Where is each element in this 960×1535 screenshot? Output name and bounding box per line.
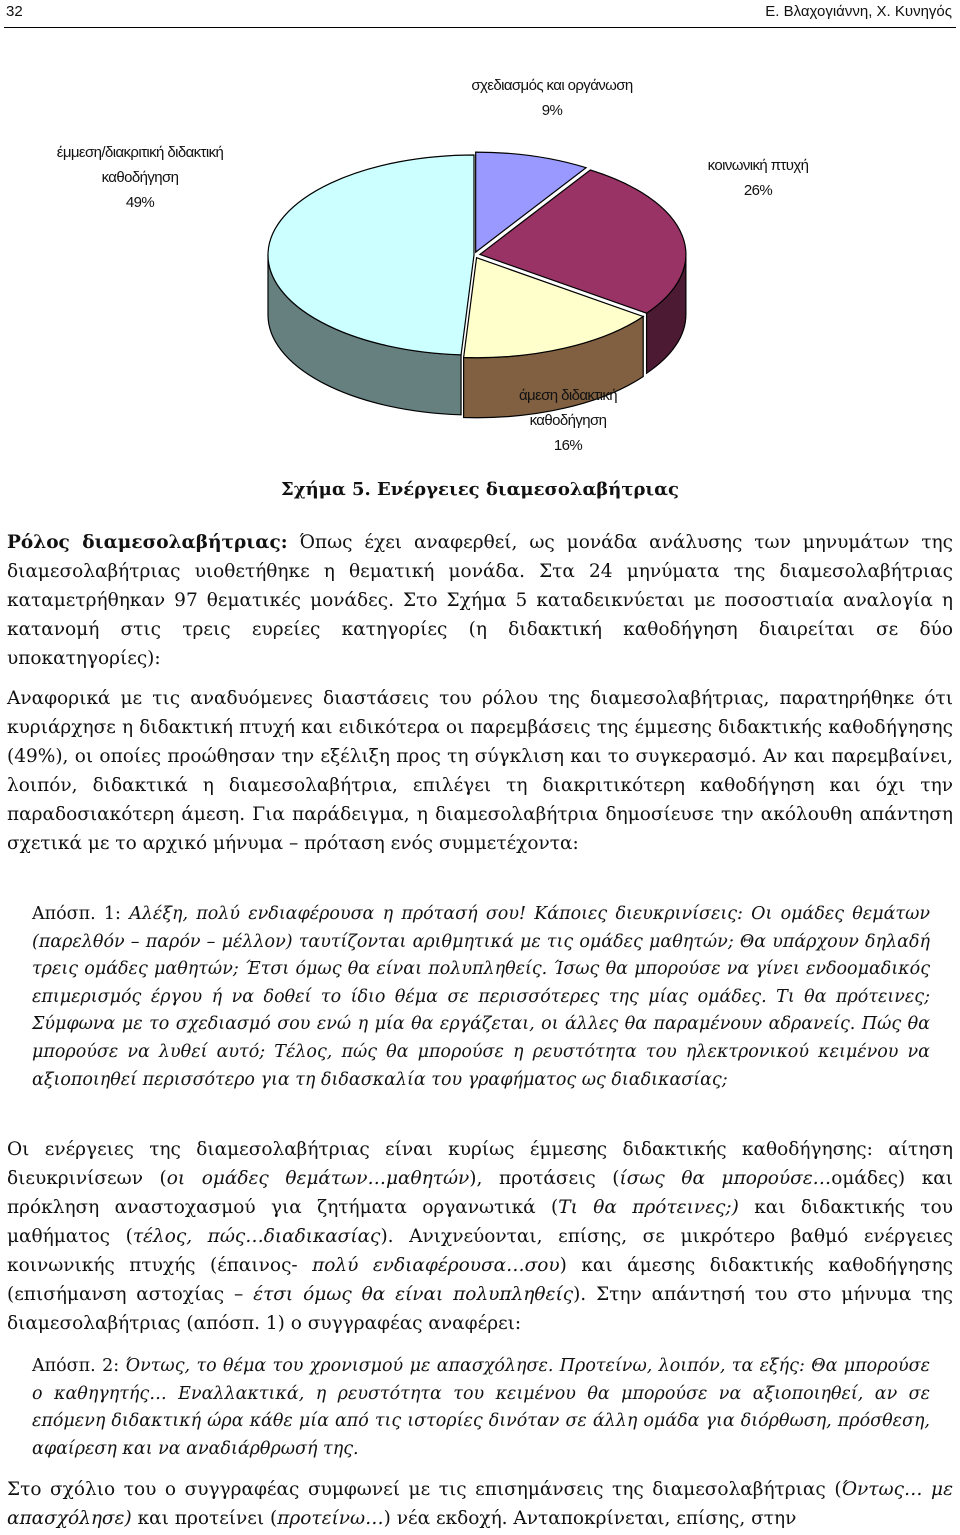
text-run: ). Ανιχνεύονται, επίσης, σε μικρότερο βαθμό ενέργειες κοινωνικής πτυχής (έπαινος- xyxy=(7,1226,954,1276)
italic-run: προτείνω… xyxy=(277,1508,384,1529)
excerpt-2 xyxy=(32,1353,930,1463)
italic-run: έτσι όμως θα είναι πολυπληθείς xyxy=(253,1284,574,1305)
italic-run: τέλος, πώς…διαδικασίας xyxy=(132,1226,381,1247)
paragraph-text: Όπως έχει αναφερθεί, ως μονάδα ανάλυσης των μηνυμάτων της διαμεσολαβήτριας υιοθετήθηκε η θεματική μονάδα. Στα 24 μηνύματα της διαμεσολαβήτριας καταμετρήθηκαν 97 θεματικές μονάδες. Στο Σχήμα 5 καταδεικνύεται με ποσοστιαία αναλογία η κατανομή στις τρεις ευρείες κατηγορίες (η διδακτική καθοδήγηση διαιρείται σε δύο υποκατηγορίες): xyxy=(7,532,953,669)
text-run: και διδακτικής του μαθήματος ( xyxy=(7,1197,953,1247)
excerpt-1 xyxy=(32,901,930,1094)
text-run: ). Στην απάντησή του στο μήνυμα της διαμεσολαβήτριας (απόσπ. 1) ο συγγραφέας αναφέρει: xyxy=(7,1284,953,1334)
page-number: 32 xyxy=(6,3,23,20)
paragraph-2 xyxy=(7,684,953,858)
figure-caption: Σχήμα 5. Ενέργειες διαμεσολαβήτριας xyxy=(281,479,679,500)
slice-3-label: άμεση διδακτική καθοδήγηση 16% xyxy=(518,387,618,454)
italic-run: πολύ ενδιαφέρουσα…σου xyxy=(312,1255,560,1276)
slice-2-label: κοινωνική πτυχή 26% xyxy=(707,157,809,199)
pie-chart xyxy=(0,60,960,480)
italic-run: οι ομάδες θεμάτων…μαθητών xyxy=(166,1168,470,1189)
italic-run: ίσως θα μπορούσε… xyxy=(619,1168,832,1189)
page-header xyxy=(0,0,960,30)
italic-run: Όντως… με απασχόλησε) xyxy=(7,1479,953,1529)
text-run: ομάδες) και πρόκληση αναστοχασμού για ζητήματα οργανωτικά ( xyxy=(7,1168,954,1218)
text-run: Οι ενέργειες της διαμεσολαβήτριας είναι κυρίως έμμεσης διδακτικής καθοδήγησης: αίτηση διευκρινίσεων ( xyxy=(7,1139,953,1189)
paragraph-3 xyxy=(7,1135,953,1338)
paragraph-text: Αναφορικά με τις αναδυόμενες διαστάσεις του ρόλου της διαμεσολαβήτριας, παρατηρήθηκε ότι κυριάρχησε η διδακτική πτυχή και ειδικότερα οι παρεμβάσεις της έμμεσης διδακτικής καθοδήγησης (49%), οι οποίες προώθησαν την εξέλιξη προς τη σύγκλιση και το συγκερασμό. Αν και παρεμβαίνει, λοιπόν, διδακτικά η διαμεσολαβήτρια, επιλέγει τη διακριτικότερη καθοδήγηση και όχι την παραδοσιακότερη άμεση. Για παράδειγμα, η διαμεσολαβήτρια δημοσίευσε την ακόλουθη απάντηση σχετικά με το αρχικό μήνυμα – πρόταση ενός συμμετέχοντα: xyxy=(7,688,953,854)
excerpt-text: Αλέξη, πολύ ενδιαφέρουσα η πρότασή σου! Κάποιες διευκρινίσεις: Οι ομάδες θεμάτων (παρελθόν – παρόν – μέλλον) ταυτίζονται αριθμητικά με τις ομάδες μαθητών; Θα υπάρχουν δηλαδή τρεις ομάδες μαθητών; Έτσι όμως θα είναι πολυπληθείς. Ίσως θα μπορούσε να γίνει ενδοομαδικός επιμερισμός έργου ή να δοθεί το ίδιο θέμα σε περισσότερες της μίας ομάδες. Τι θα πρότεινες; Σύμφωνα με το σχεδιασμό σου ενώ η μία θα εργάζεται, οι άλλες θα παραμένουν αδρανείς. Πώς θα μπορούσε να λυθεί αυτό; Τέλος, πώς θα μπορούσε η ρευστότητα του ηλεκτρονικού κειμένου να αξιοποιηθεί περισσότερο για τη διδασκαλία του γραφήματος ως διαδικασίας; xyxy=(32,904,930,1090)
excerpt-lead: Απόσπ. 1: xyxy=(32,904,130,924)
paragraph-lead: Ρόλος διαμεσολαβήτριας: xyxy=(7,532,288,553)
header-rule xyxy=(4,27,956,28)
text-run: ), προτάσεις ( xyxy=(469,1168,620,1189)
paragraph-1 xyxy=(7,528,953,673)
slice-1-label: σχεδιασμός και οργάνωση 9% xyxy=(471,77,633,119)
pie-tops xyxy=(268,152,686,358)
text-run: και προτείνει ( xyxy=(131,1508,278,1529)
excerpt-text: Όντως, το θέμα του χρονισμού με απασχόλησε. Προτείνω, λοιπόν, τα εξής: Θα μπορούσε ο καθηγητής… Εναλλακτικά, η ρευστότητα του κειμένου θα μπορούσε να αξιοποιηθεί, αν σε επόμενη διδακτική ώρα κάθε μία από τις ιστορίες δινόταν σε άλλη ομάδα για διόρθωση, πρόσθεση, αφαίρεση και να αναδιάρθρωσή της. xyxy=(32,1356,930,1459)
text-run: Στο σχόλιο του ο συγγραφέας συμφωνεί με τις επισημάνσεις της διαμεσολαβήτριας ( xyxy=(7,1479,842,1500)
running-head-authors: Ε. Βλαχογιάννη, Χ. Κυνηγός xyxy=(765,3,952,20)
slice-4-label: έμμεση/διακριτική διδακτική καθοδήγηση 49% xyxy=(56,144,224,211)
excerpt-lead: Απόσπ. 2: xyxy=(32,1356,126,1376)
paragraph-4 xyxy=(7,1475,953,1533)
text-run: ) και άμεσης διδακτικής καθοδήγησης (επισήμανση αστοχίας – xyxy=(7,1255,953,1305)
text-run: ) νέα εκδοχή. Ανταποκρίνεται, επίσης, στην xyxy=(383,1508,797,1529)
italic-run: Τι θα πρότεινες;) xyxy=(558,1197,739,1218)
